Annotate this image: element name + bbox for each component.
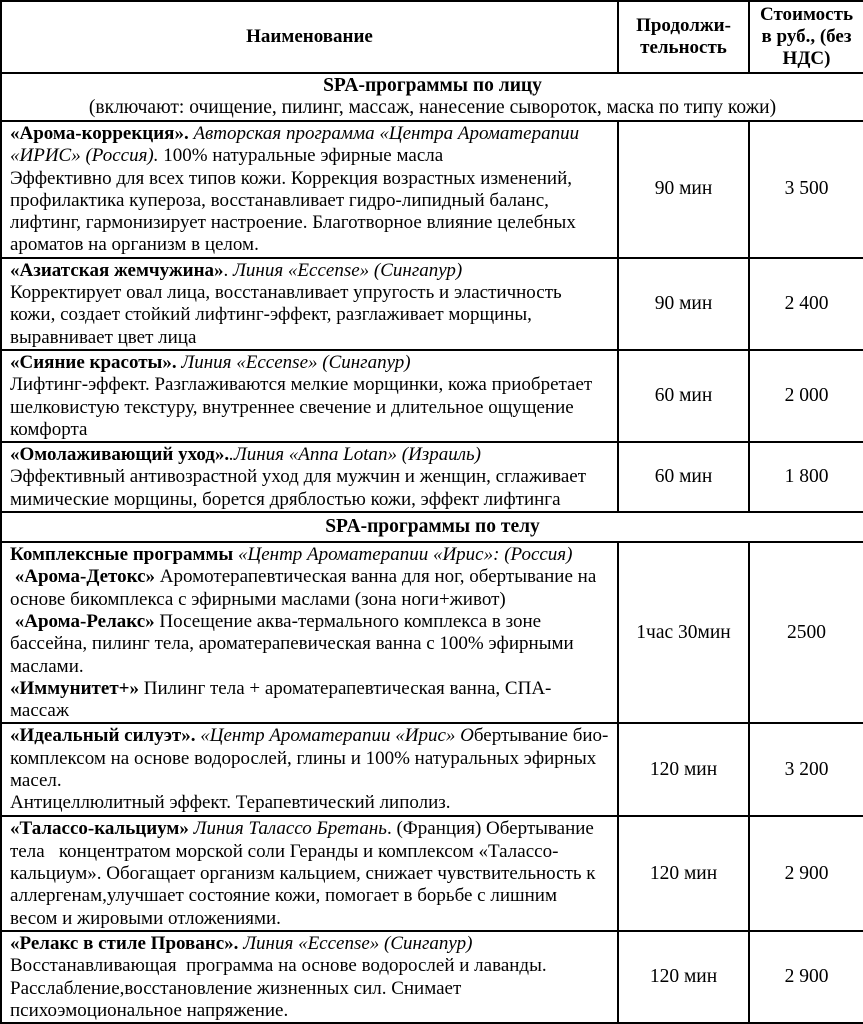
text-segment: «Релакс в стиле Прованс». — [10, 932, 244, 954]
table-header-row — [1, 1, 863, 73]
program-text-paragraph — [10, 818, 609, 929]
text-segment: «Азиатская жемчужина» — [10, 259, 224, 281]
section-row — [1, 512, 863, 542]
text-segment: Линия Талассо Бретань — [193, 818, 387, 840]
price-cell: 2 400 — [749, 258, 863, 350]
text-segment: Корректирует овал лица, восстанавливает упругость и эластичность кожи, создает стойкий лифтинг-эффект, разглаживает морщины, выравнивает цвет лица — [10, 282, 567, 348]
program-text-paragraph — [10, 792, 609, 814]
table-row — [1, 723, 863, 816]
text-segment: Линия «Eccense» (Сингапур) — [233, 259, 463, 281]
section-title: SPA-программы по телу — [325, 516, 540, 538]
text-segment: Линия «Eccense» (Сингапур) — [181, 351, 411, 373]
price-cell: 3 500 — [749, 121, 863, 258]
text-segment: Эффективный антивозрастной уход для мужчин и женщин, сглаживает мимические морщины, борется дряблостью кожи, эффект лифтинга — [10, 466, 591, 510]
text-segment: «Идеальный силуэт». — [10, 725, 201, 747]
text-segment: Восстанавливающая программа на основе водорослей и лаванды. Расслабление,восстановление жизненных сил. Снимает психоэмоциональное напряжение. — [10, 955, 552, 1021]
program-name-cell — [1, 121, 618, 258]
text-segment: . (Франция) Обертывание тела концентратом морской соли Геранды и комплексом «Талассо-кальциум». Обогащает организм кальцием, снижает чувствительность к аллергенам,улучшает состояние кожи, помогает в борьбе с лишним весом и жировыми отложениями. — [10, 818, 601, 929]
program-name-cell — [1, 258, 618, 350]
col-header-price: Стоимость в руб., (без НДС) — [749, 1, 863, 73]
program-text-paragraph — [10, 444, 609, 466]
table-row — [1, 121, 863, 258]
program-name-cell — [1, 816, 618, 930]
text-segment: Комплексные программы — [10, 544, 238, 566]
price-cell: 1 800 — [749, 442, 863, 512]
text-segment: 100% натуральные эфирные масла — [163, 145, 444, 167]
price-cell: 2 000 — [749, 350, 863, 442]
text-segment: Пилинг тела + ароматерапевтическая ванна, СПА-массаж — [10, 677, 552, 722]
table-row — [1, 931, 863, 1023]
text-segment: Аромотерапевтическая ванна для ног, обертывание на основе бикомплекса с эфирными маслами (зона ноги+живот) — [10, 566, 601, 610]
section-cell — [1, 73, 863, 121]
duration-cell: 120 мин — [618, 816, 749, 930]
price-cell: 2 900 — [749, 816, 863, 930]
price-cell: 3 200 — [749, 723, 863, 816]
section-subtitle: (включают: очищение, пилинг, массаж, нанесение сывороток, маска по типу кожи) — [88, 97, 777, 118]
program-text-paragraph — [10, 566, 609, 611]
section-title: SPA-программы по лицу — [323, 75, 542, 96]
duration-cell: 120 мин — [618, 931, 749, 1023]
program-text-paragraph — [10, 260, 609, 282]
col-header-name: Наименование — [1, 1, 618, 73]
table-row — [1, 350, 863, 442]
table-row — [1, 258, 863, 350]
program-text-paragraph — [10, 725, 609, 792]
text-segment: «Арома-Релакс» — [10, 610, 160, 632]
table-row — [1, 816, 863, 930]
text-segment: «Арома-Детокс» — [10, 566, 160, 588]
col-header-duration: Продолжи-тельность — [618, 1, 749, 73]
text-segment: «Омолаживающий уход». — [10, 444, 230, 466]
text-segment: «Сияние красоты». — [10, 351, 182, 373]
text-segment: «Иммунитет+» — [10, 677, 144, 699]
text-segment: Эффективно для всех типов кожи. Коррекция возрастных изменений, профилактика купероза, восстанавливает гидро-липидный баланс, лифтинг, гармонизирует настроение. Благотворное влияние целебных ароматов на организм в целом. — [10, 167, 581, 256]
program-text-paragraph — [10, 466, 609, 511]
text-segment: Лифтинг-эффект. Разглаживаются мелкие морщинки, кожа приобретает шелковистую текстуру, внутреннее свечение и длительное ощущение комфорта — [10, 374, 597, 440]
table-body — [1, 73, 863, 1023]
program-text-paragraph — [10, 168, 609, 257]
duration-cell: 90 мин — [618, 258, 749, 350]
section-row — [1, 73, 863, 121]
program-text-paragraph — [10, 955, 609, 1022]
text-segment: бертывание био-комплексом на основе водорослей, глины и 100% натуральных эфирных масел. — [10, 725, 609, 792]
program-text-paragraph — [10, 933, 609, 955]
text-segment: «Талассо-кальциум» — [10, 818, 194, 840]
program-text-paragraph — [10, 678, 609, 723]
text-segment: Посещение аква-термального комплекса в зоне бассейна, пилинг тела, ароматерапевическая ванна с 100% эфирными маслами. — [10, 610, 579, 677]
program-name-cell — [1, 542, 618, 723]
section-cell — [1, 512, 863, 542]
program-text-paragraph — [10, 611, 609, 678]
program-name-cell — [1, 931, 618, 1023]
text-segment: Антицеллюлитный эффект. Терапевтический липолиз. — [10, 792, 451, 814]
text-segment: Авторская программа «Центра Ароматерапии «ИРИС» (Россия). — [10, 123, 584, 167]
duration-cell: 1час 30мин — [618, 542, 749, 723]
program-text-paragraph — [10, 282, 609, 349]
program-text-paragraph — [10, 374, 609, 441]
text-segment: Линия «Eccense» (Сингапур) — [243, 932, 473, 954]
duration-cell: 60 мин — [618, 350, 749, 442]
program-name-cell — [1, 350, 618, 442]
text-segment: . — [223, 259, 234, 281]
program-name-cell — [1, 723, 618, 816]
price-cell: 2500 — [749, 542, 863, 723]
program-name-cell — [1, 442, 618, 512]
text-segment: «Центр Ароматерапии «Ирис» О — [200, 725, 474, 747]
duration-cell: 90 мин — [618, 121, 749, 258]
text-segment: «Центр Ароматерапии «Ирис»: (Россия) — [238, 544, 573, 566]
duration-cell: 60 мин — [618, 442, 749, 512]
table-row — [1, 542, 863, 723]
program-text-paragraph — [10, 123, 609, 168]
program-text-paragraph — [10, 352, 609, 374]
text-segment: «Арома-коррекция». — [10, 123, 194, 144]
table-row — [1, 442, 863, 512]
price-cell: 2 900 — [749, 931, 863, 1023]
program-text-paragraph — [10, 544, 609, 566]
text-segment: .Линия «Anna Lotan» (Израиль) — [229, 444, 481, 466]
duration-cell: 120 мин — [618, 723, 749, 816]
